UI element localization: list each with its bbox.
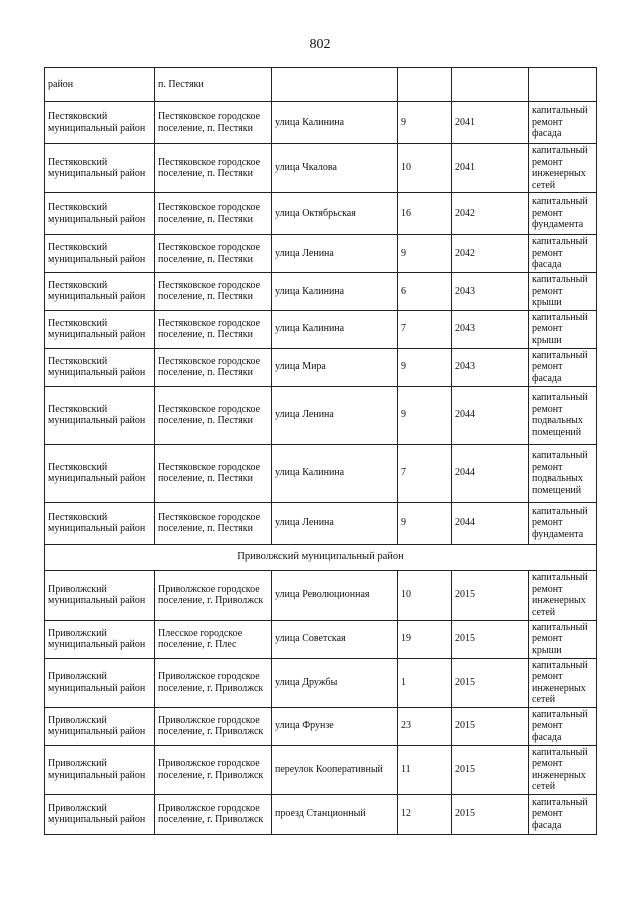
district-cell: Приволжский муниципальный район bbox=[45, 570, 155, 620]
street-cell: улица Мира bbox=[272, 348, 398, 386]
street-cell: улица Советская bbox=[272, 620, 398, 658]
street-cell: улица Ленина bbox=[272, 502, 398, 544]
table-row bbox=[45, 444, 597, 502]
street-cell: улица Ленина bbox=[272, 386, 398, 444]
table-row bbox=[45, 348, 597, 386]
table-row bbox=[45, 570, 597, 620]
year-cell: 2043 bbox=[452, 310, 529, 348]
year-cell: 2015 bbox=[452, 707, 529, 745]
settlement-cell: Пестяковское городское поселение, п. Пестяки bbox=[155, 502, 272, 544]
year-cell: 2041 bbox=[452, 144, 529, 193]
house-cell: 6 bbox=[398, 273, 452, 311]
work-cell: капитальный ремонт фундамента bbox=[529, 502, 597, 544]
work-cell: капитальный ремонт инженерных сетей bbox=[529, 144, 597, 193]
house-cell: 9 bbox=[398, 235, 452, 273]
settlement-cell: Пестяковское городское поселение, п. Пестяки bbox=[155, 235, 272, 273]
house-cell: 9 bbox=[398, 386, 452, 444]
district-cell: Пестяковский муниципальный район bbox=[45, 193, 155, 235]
table-row bbox=[45, 502, 597, 544]
house-cell: 23 bbox=[398, 707, 452, 745]
settlement-cell: Приволжское городское поселение, г. Приволжск bbox=[155, 658, 272, 707]
house-cell: 9 bbox=[398, 502, 452, 544]
section-header-row bbox=[45, 544, 597, 570]
street-cell: проезд Станционный bbox=[272, 794, 398, 834]
street-cell: улица Калинина bbox=[272, 273, 398, 311]
district-cell: Приволжский муниципальный район bbox=[45, 794, 155, 834]
work-cell: капитальный ремонт инженерных сетей bbox=[529, 570, 597, 620]
house-cell: 1 bbox=[398, 658, 452, 707]
table-row bbox=[45, 273, 597, 311]
table-row bbox=[45, 310, 597, 348]
page-number: 802 bbox=[309, 37, 331, 52]
settlement-cell: Пестяковское городское поселение, п. Пестяки bbox=[155, 310, 272, 348]
house-cell: 16 bbox=[398, 193, 452, 235]
work-cell: капитальный ремонт подвальных помещений bbox=[529, 444, 597, 502]
house-cell: 7 bbox=[398, 444, 452, 502]
table-row bbox=[45, 794, 597, 834]
work-cell: капитальный ремонт фасада bbox=[529, 102, 597, 144]
house-cell: 9 bbox=[398, 102, 452, 144]
street-cell: улица Чкалова bbox=[272, 144, 398, 193]
year-cell: 2015 bbox=[452, 620, 529, 658]
work-cell: капитальный ремонт крыши bbox=[529, 620, 597, 658]
street-cell: переулок Кооперативный bbox=[272, 745, 398, 794]
year-cell: 2015 bbox=[452, 658, 529, 707]
year-cell: 2043 bbox=[452, 348, 529, 386]
street-cell bbox=[272, 68, 398, 102]
district-cell: Пестяковский муниципальный район bbox=[45, 102, 155, 144]
district-cell: Приволжский муниципальный район bbox=[45, 658, 155, 707]
district-cell: Пестяковский муниципальный район bbox=[45, 502, 155, 544]
work-cell: капитальный ремонт фасада bbox=[529, 794, 597, 834]
year-cell: 2044 bbox=[452, 444, 529, 502]
district-cell: район bbox=[45, 68, 155, 102]
settlement-cell: Приволжское городское поселение, г. Приволжск bbox=[155, 745, 272, 794]
table-row bbox=[45, 658, 597, 707]
settlement-cell: Пестяковское городское поселение, п. Пестяки bbox=[155, 273, 272, 311]
street-cell: улица Революционная bbox=[272, 570, 398, 620]
house-cell: 10 bbox=[398, 144, 452, 193]
year-cell: 2015 bbox=[452, 745, 529, 794]
settlement-cell: Пестяковское городское поселение, п. Пестяки bbox=[155, 348, 272, 386]
district-cell: Приволжский муниципальный район bbox=[45, 707, 155, 745]
work-cell: капитальный ремонт фасада bbox=[529, 348, 597, 386]
district-cell: Пестяковский муниципальный район bbox=[45, 235, 155, 273]
settlement-cell: Пестяковское городское поселение, п. Пестяки bbox=[155, 102, 272, 144]
house-cell: 11 bbox=[398, 745, 452, 794]
settlement-cell: Приволжское городское поселение, г. Приволжск bbox=[155, 570, 272, 620]
district-cell: Приволжский муниципальный район bbox=[45, 745, 155, 794]
district-cell: Пестяковский муниципальный район bbox=[45, 348, 155, 386]
district-cell: Пестяковский муниципальный район bbox=[45, 273, 155, 311]
table-row bbox=[45, 102, 597, 144]
work-cell: капитальный ремонт инженерных сетей bbox=[529, 745, 597, 794]
settlement-cell: Приволжское городское поселение, г. Приволжск bbox=[155, 794, 272, 834]
table-row bbox=[45, 235, 597, 273]
section-title: Приволжский муниципальный район bbox=[45, 544, 597, 570]
repair-schedule-table bbox=[44, 67, 597, 835]
year-cell: 2042 bbox=[452, 193, 529, 235]
year-cell: 2015 bbox=[452, 794, 529, 834]
house-cell: 9 bbox=[398, 348, 452, 386]
table-row bbox=[45, 620, 597, 658]
settlement-cell: Пестяковское городское поселение, п. Пестяки bbox=[155, 193, 272, 235]
house-cell: 12 bbox=[398, 794, 452, 834]
year-cell: 2015 bbox=[452, 570, 529, 620]
street-cell: улица Калинина bbox=[272, 102, 398, 144]
settlement-cell: Приволжское городское поселение, г. Приволжск bbox=[155, 707, 272, 745]
house-cell: 19 bbox=[398, 620, 452, 658]
settlement-cell: Пестяковское городское поселение, п. Пестяки bbox=[155, 144, 272, 193]
work-cell: капитальный ремонт крыши bbox=[529, 310, 597, 348]
table-row bbox=[45, 707, 597, 745]
year-cell bbox=[452, 68, 529, 102]
table-row bbox=[45, 144, 597, 193]
street-cell: улица Ленина bbox=[272, 235, 398, 273]
work-cell: капитальный ремонт инженерных сетей bbox=[529, 658, 597, 707]
house-cell bbox=[398, 68, 452, 102]
table-row bbox=[45, 68, 597, 102]
street-cell: улица Дружбы bbox=[272, 658, 398, 707]
table-row bbox=[45, 386, 597, 444]
street-cell: улица Октябрьская bbox=[272, 193, 398, 235]
work-cell: капитальный ремонт фасада bbox=[529, 707, 597, 745]
street-cell: улица Фрунзе bbox=[272, 707, 398, 745]
house-cell: 10 bbox=[398, 570, 452, 620]
settlement-cell: п. Пестяки bbox=[155, 68, 272, 102]
year-cell: 2042 bbox=[452, 235, 529, 273]
district-cell: Пестяковский муниципальный район bbox=[45, 310, 155, 348]
settlement-cell: Пестяковское городское поселение, п. Пестяки bbox=[155, 386, 272, 444]
year-cell: 2044 bbox=[452, 502, 529, 544]
year-cell: 2043 bbox=[452, 273, 529, 311]
house-cell: 7 bbox=[398, 310, 452, 348]
district-cell: Пестяковский муниципальный район bbox=[45, 386, 155, 444]
table-row bbox=[45, 745, 597, 794]
street-cell: улица Калинина bbox=[272, 310, 398, 348]
year-cell: 2044 bbox=[452, 386, 529, 444]
work-cell: капитальный ремонт фасада bbox=[529, 235, 597, 273]
settlement-cell: Пестяковское городское поселение, п. Пестяки bbox=[155, 444, 272, 502]
settlement-cell: Плесское городское поселение, г. Плес bbox=[155, 620, 272, 658]
district-cell: Пестяковский муниципальный район bbox=[45, 144, 155, 193]
work-cell bbox=[529, 68, 597, 102]
work-cell: капитальный ремонт фундамента bbox=[529, 193, 597, 235]
year-cell: 2041 bbox=[452, 102, 529, 144]
work-cell: капитальный ремонт подвальных помещений bbox=[529, 386, 597, 444]
table-row bbox=[45, 193, 597, 235]
work-cell: капитальный ремонт крыши bbox=[529, 273, 597, 311]
district-cell: Приволжский муниципальный район bbox=[45, 620, 155, 658]
street-cell: улица Калинина bbox=[272, 444, 398, 502]
district-cell: Пестяковский муниципальный район bbox=[45, 444, 155, 502]
